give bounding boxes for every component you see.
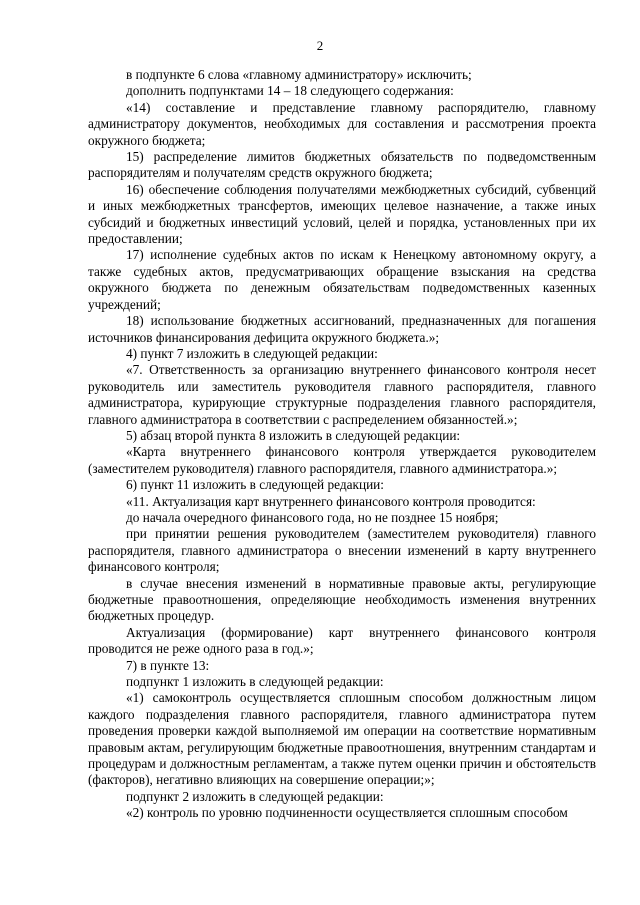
paragraph-subpoint-1-intro: подпункт 1 изложить в следующей редакции:	[126, 674, 384, 690]
paragraph-subordination-control: «2) контроль по уровню подчиненности осуществляется сплошным способом	[126, 805, 568, 821]
paragraph-subpoint-16: 16) обеспечение соблюдения получателями межбюджетных субсидий, субвенций и иных межбюджетных трансфертов, имеющих целевое назначение, а также иных субсидий и бюджетных инвестиций условий, целей и порядка, установленных при их предоставлении;	[88, 181, 596, 247]
paragraph-item-5: 5) абзац второй пункта 8 изложить в следующей редакции:	[126, 427, 461, 443]
paragraph-deadline: до начала очередного финансового года, но не позднее 15 ноября;	[126, 509, 499, 525]
paragraph-self-control: «1) самоконтроль осуществляется сплошным способом должностным лицом каждого подразделения главного распорядителя, главного администратора путем проведения проверки каждой выполняемой им операции на соответствие нормативным правовым актам, регулирующим бюджетные правоотношения, внутренним стандартам и процедурам и должностным регламентам, а также путем оценки причин и обстоятельств (факторов), негативно влияющих на совершение операции;»;	[88, 690, 596, 788]
page-number: 2	[316, 38, 324, 53]
paragraph-subpoint-2-intro: подпункт 2 изложить в следующей редакции:	[126, 788, 384, 804]
paragraph-add-subpoints: дополнить подпунктами 14 – 18 следующего содержания:	[126, 83, 454, 99]
paragraph-subpoint-6-amendment: в подпункте 6 слова «главному администратору» исключить;	[126, 67, 472, 82]
paragraph-subpoint-17: 17) исполнение судебных актов по искам к Ненецкому автономному округу, а также судебных актов, предусматривающих обращение взыскания на средства окружного бюджета по денежным обязательствам подведомственных казенных учреждений;	[88, 247, 596, 312]
paragraph-subpoint-14: «14) составление и представление главному распорядителю, главному администратору документов, необходимых для составления и рассмотрения проекта окружного бюджета;	[88, 99, 596, 148]
paragraph-subpoint-15: 15) распределение лимитов бюджетных обязательств по подведомственным распорядителям и получателям средств окружного бюджета;	[88, 149, 596, 181]
paragraph-point-11-text: «11. Актуализация карт внутреннего финансового контроля проводится:	[126, 493, 536, 509]
paragraph-regulation-change-case: в случае внесения изменений в нормативные правовые акты, регулирующие бюджетные правоотношения, определяющие необходимость изменения внутренних бюджетных процедур.	[88, 575, 596, 624]
paragraph-item-7: 7) в пункте 13:	[126, 657, 210, 673]
paragraph-item-4: 4) пункт 7 изложить в следующей редакции:	[126, 345, 378, 361]
paragraph-point-7-text: «7. Ответственность за организацию внутреннего финансового контроля несет руководитель или заместитель руководителя главного распорядителя, главного администратора, курирующие структурные подразделения главного распорядителя, главного администратора в соответствии с распределением обязанностей.»;	[88, 362, 596, 427]
paragraph-control-map-text: «Карта внутреннего финансового контроля утверждается руководителем (заместителем руководителя) главного распорядителя, главного администратора.»;	[88, 444, 596, 476]
paragraph-item-6: 6) пункт 11 изложить в следующей редакции:	[126, 477, 384, 493]
document-body	[88, 67, 596, 822]
paragraph-decision-case: при принятии решения руководителем (заместителем руководителя) главного распорядителя, главного администратора о внесении изменений в карту внутреннего финансового контроля;	[88, 526, 596, 575]
paragraph-subpoint-18: 18) использование бюджетных ассигнований, предназначенных для погашения источников финансирования дефицита окружного бюджета.»;	[88, 313, 596, 345]
paragraph-annual-update: Актуализация (формирование) карт внутреннего финансового контроля проводится не реже одного раза в год.»;	[88, 624, 596, 657]
